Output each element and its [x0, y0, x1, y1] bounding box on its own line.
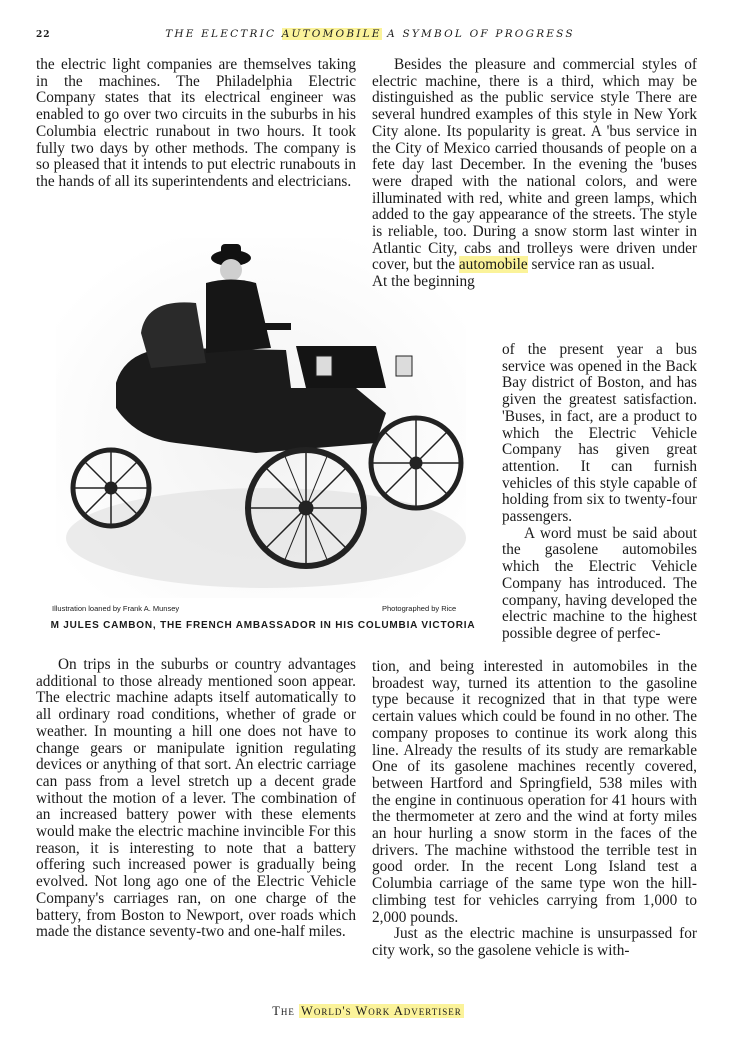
automobile-photo	[56, 238, 466, 598]
paragraph: On trips in the suburbs or country advantages additional to those already mentioned soon appear. The electric machine adapts itself automatically to all ordinary road conditions, whether of grade or weather. In mounting a hill one does not have to change gears or manipulate ignition regulating devices or anything of that sort. An electric carriage can pass from a level stretch up a decent grade without the motion of a lever. The combination of an increased battery power with these elements would make the electric machine invincible For this reason, it is interesting to note that a battery offering such increased power is gradually being evolved. Not long ago one of the Electric Vehicle Company's carriages ran, on one charge of the battery, from Boston to Newport, over roads which made the distance seventy-two and one-half miles.	[36, 656, 356, 941]
paragraph: tion, and being interested in automobiles in the broadest way, turned its attention to the gasoline type because it recognized that in that type were certain values which could be found in no other. The company proposes to continue its work along this line. Already the results of its study are remarkable One of its gasolene machines recently covered, between Hartford and Springfield, 538 miles with the engine in continuous operation for 41 hours with the thermometer at zero and the wind at forty miles an hour hurling a snow storm in the faces of the drivers. The machine withstood the terrible test in good order. In the recent Long Island test a Columbia carriage of the same type won the hill-climbing test for vehicles carrying from 1,000 to 2,000 pounds.	[372, 658, 697, 926]
text: Besides the pleasure and commercial styles of electric machine, there is a third, which may be distinguished as the public service style There are several hundred examples of this style in New York City alone. Its popularity is great. A 'bus service in the City of Mexico carried thousands of people on a fete day last December. In the evening the 'buses were draped with the national colors, and were illuminated with red, white and green lamps, which added to the gay appearance of the streets. The style is reliable, too. During a snow storm last winter in Atlantic City, cabs and trolleys were driven under cover, but the	[372, 56, 697, 274]
running-head	[140, 28, 600, 40]
footer-before: The	[272, 1004, 300, 1018]
paragraph: the electric light companies are themselves taking in the machines. The Philadelphia Electric Company states that its electrical engineer was enabled to go over two circuits in the suburbs in his Columbia electric runabout in two hours. It took fully two days by other methods. The company is so pleased that it intends to put electric runabouts in the hands of all its superintendents and electricians.	[36, 56, 356, 190]
left-column-bottom	[36, 657, 356, 941]
paragraph: of the present year a bus service was opened in the Back Bay district of Boston, and has given the greatest satisfaction. 'Buses, in fact, are a product to which the Electric Vehicle Company has given great attention. It can furnish vehicles of this style capable of holding from six to twenty-four passengers.	[502, 341, 697, 526]
footer-highlight: World's Work Advertiser	[301, 1004, 462, 1018]
footer	[0, 1004, 736, 1019]
right-column-top	[372, 57, 697, 291]
running-head-after: A SYMBOL OF PROGRESS	[381, 28, 575, 40]
left-column-top	[36, 57, 356, 191]
text: service ran as usual.	[527, 256, 655, 274]
right-column-bottom	[372, 659, 697, 960]
illustration-credit: Illustration loaned by Frank A. Munsey	[52, 604, 180, 613]
paragraph-start: At the beginning	[372, 273, 475, 291]
paragraph: A word must be said about the gasolene automobiles which the Electric Vehicle Company has introduced. The company, having developed the electric machine to the highest possible degree of perfec-	[502, 524, 697, 642]
running-head-highlight: AUTOMOBILE	[281, 28, 382, 40]
right-column-narrow	[502, 342, 697, 643]
page-number: 22	[36, 30, 51, 40]
running-head-before: THE ELECTRIC	[165, 28, 282, 40]
paragraph: Just as the electric machine is unsurpassed for city work, so the gasolene vehicle is with-	[372, 925, 697, 959]
figure-caption: M JULES CAMBON, THE FRENCH AMBASSADOR IN HIS COLUMBIA VICTORIA	[50, 620, 476, 631]
paragraph	[372, 57, 697, 274]
highlighted-word: automobile	[458, 256, 528, 274]
photographer-credit: Photographed by Rice	[382, 604, 457, 613]
